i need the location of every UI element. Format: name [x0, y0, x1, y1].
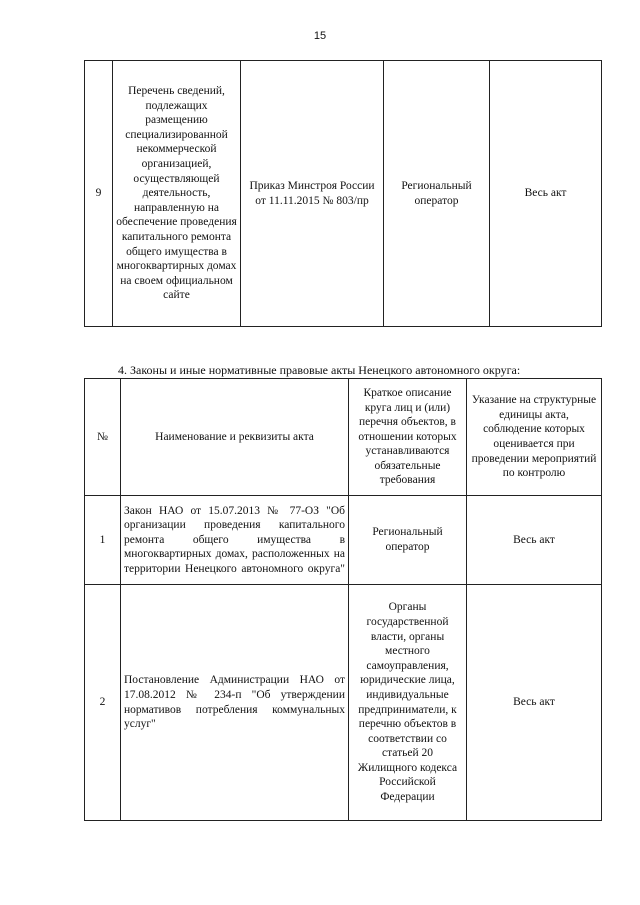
regional-acts-table: [84, 378, 602, 821]
act-scope: Весь акт: [467, 585, 602, 821]
act-scope: Весь акт: [490, 61, 602, 327]
subjects-description: Региональный оператор: [349, 496, 467, 585]
header-subjects: Краткое описание круга лиц и (или) перечня объектов, в отношении которых устанавливаются обязательные требования: [349, 379, 467, 496]
table-row: [85, 585, 602, 821]
act-scope: Весь акт: [467, 496, 602, 585]
row-number: 2: [85, 585, 121, 821]
header-number: №: [85, 379, 121, 496]
act-name-text: Постановление Администрации НАО от 17.08.2012 № 234-п "Об утверждении нормативов потребления коммунальных услуг": [124, 674, 345, 731]
act-name: [121, 496, 349, 585]
act-name-text: Закон НАО от 15.07.2013 № 77-ОЗ "Об организации проведения капитального ремонта общего имущества в многоквартирных домах, расположенных на территории Ненецкого автономного округа": [124, 504, 345, 575]
section-heading: 4. Законы и иные нормативные правовые акты Ненецкого автономного округа:: [118, 363, 521, 377]
table-header-row: [85, 379, 602, 496]
subjects-description: Органы государственной власти, органы местного самоуправления, юридические лица, индивидуальные предприниматели, к перечню объектов в соответствии со статьей 20 Жилищного кодекса Российской Федерации: [349, 585, 467, 821]
page-number: 15: [313, 30, 327, 42]
row-number: 9: [85, 61, 113, 327]
act-name: [121, 585, 349, 821]
header-act-name: Наименование и реквизиты акта: [121, 379, 349, 496]
continued-acts-table: [84, 60, 602, 327]
row-number: 1: [85, 496, 121, 585]
table-row: [85, 61, 602, 327]
table-row: [85, 496, 602, 585]
subjects-description: Региональный оператор: [384, 61, 490, 327]
header-scope: Указание на структурные единицы акта, соблюдение которых оценивается при проведении мероприятий по контролю: [467, 379, 602, 496]
act-reference: Приказ Минстроя России от 11.11.2015 № 803/пр: [241, 61, 384, 327]
requirement-name: Перечень сведений, подлежащих размещению специализированной некоммерческой организацией, осуществляющей деятельность, направленную на обеспечение проведения капитального ремонта общего имущества в многоквартирных домах на своем официальном сайте: [113, 61, 241, 327]
